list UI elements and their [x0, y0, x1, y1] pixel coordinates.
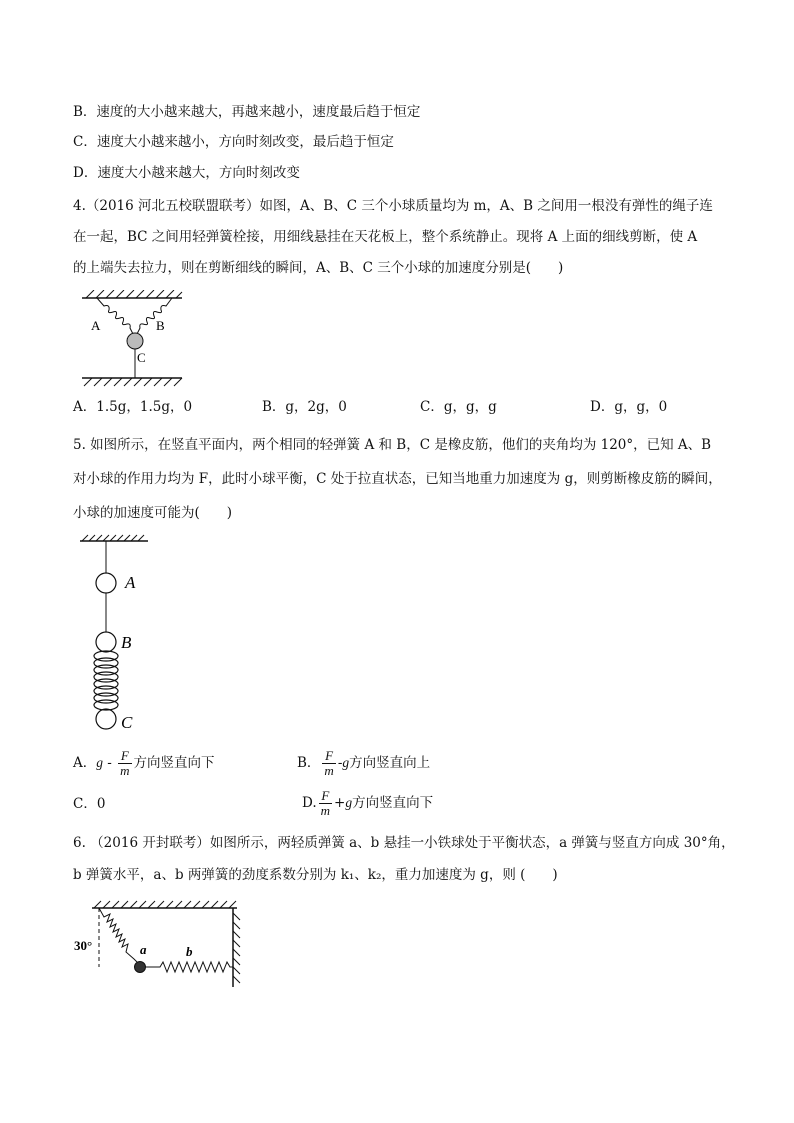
fraction-denominator: m [320, 803, 331, 818]
q5-option-b-prefix: B． [297, 755, 321, 771]
q5-label-c: C [121, 713, 133, 732]
option-c-line: C．速度大小越来越小，方向时刻改变，最后趋于恒定 [73, 134, 394, 150]
q5-option-d-prefix: D. [302, 795, 317, 811]
q4-option-c[interactable]: C．g，g，g [420, 399, 497, 415]
q4-text-line2: 在一起，BC 之间用轻弹簧栓接，用细线悬挂在天花板上，整个系统静止。现将 A 上面的细线剪断，使 A [73, 229, 698, 245]
fraction-numerator: F [322, 749, 335, 764]
q5-option-b-fraction [322, 749, 335, 778]
q5-text-line2: 对小球的作用力均为 F，此时小球平衡，C 处于拉直状态，已知当地重力加速度为 g，则剪断橡皮筋的瞬间， [73, 471, 722, 487]
q4-option-a[interactable]: A．1.5g，1.5g，0 [73, 399, 193, 415]
q4-label-c: C [137, 350, 146, 365]
q5-option-a-prefix: A． [73, 755, 97, 771]
q6-label-b: b [186, 944, 193, 959]
q5-option-b-minus: - [337, 755, 343, 771]
q5-option-a-g: g [96, 755, 103, 770]
q5-option-d-plus: + [334, 795, 346, 811]
q4-label-a: A [91, 318, 101, 333]
q5-option-d-fraction [319, 789, 332, 818]
q6-figure [72, 897, 252, 992]
q6-label-angle: 30° [74, 938, 93, 953]
q5-option-c[interactable]: C．0 [73, 796, 106, 812]
q6-text-line1: 6. （2016 开封联考）如图所示，两轻质弹簧 a、b 悬挂一小铁球处于平衡状态，a 弹簧与竖直方向成 30°角， [73, 835, 735, 851]
fraction-numerator: F [118, 749, 131, 764]
option-b-line: B．速度的大小越来越大，再越来越小，速度最后趋于恒定 [73, 104, 421, 120]
q5-option-a[interactable] [73, 747, 215, 779]
q5-option-b-g: g [342, 755, 350, 770]
q5-option-d-suffix: 方向竖直向下 [352, 795, 434, 811]
fraction-numerator: F [319, 789, 332, 804]
q5-option-d[interactable] [302, 787, 433, 819]
q5-label-a: A [125, 573, 136, 592]
q5-text-line3: 小球的加速度可能为( ) [73, 505, 233, 521]
q4-figure [82, 290, 192, 390]
q5-figure [80, 532, 170, 732]
q4-text-line1: 4.（2016 河北五校联盟联考）如图，A、B、C 三个小球质量均为 m，A、B 之间用一根没有弹性的绳子连 [73, 198, 713, 214]
q5-option-a-suffix: 方向竖直向下 [133, 755, 215, 771]
q5-text-line1: 5. 如图所示，在竖直平面内，两个相同的轻弹簧 A 和 B，C 是橡皮筋，他们的夹角均为 120°，已知 A、B [73, 437, 712, 453]
q5-option-b[interactable] [297, 747, 430, 779]
option-d-line: D．速度大小越来越大，方向时刻改变 [73, 165, 300, 181]
q5-label-b: B [121, 633, 132, 652]
q4-option-d[interactable]: D．g，g，0 [590, 399, 668, 415]
q4-option-b[interactable]: B．g，2g，0 [262, 399, 347, 415]
q4-text-line3: 的上端失去拉力，则在剪断细线的瞬间，A、B、C 三个小球的加速度分别是( ) [73, 260, 564, 276]
fraction-denominator: m [120, 763, 130, 778]
q5-option-a-fraction [118, 749, 131, 778]
fraction-denominator: m [324, 763, 334, 778]
q6-text-line2: b 弹簧水平，a、b 两弹簧的劲度系数分别为 k₁、k₂，重力加速度为 g，则 ( ) [73, 867, 558, 883]
q5-option-d-g: g [345, 795, 353, 810]
q4-label-b: B [156, 318, 165, 333]
q5-option-a-minus: - [103, 755, 117, 771]
q5-option-b-suffix: 方向竖直向上 [349, 755, 431, 771]
q6-label-a: a [140, 942, 147, 957]
